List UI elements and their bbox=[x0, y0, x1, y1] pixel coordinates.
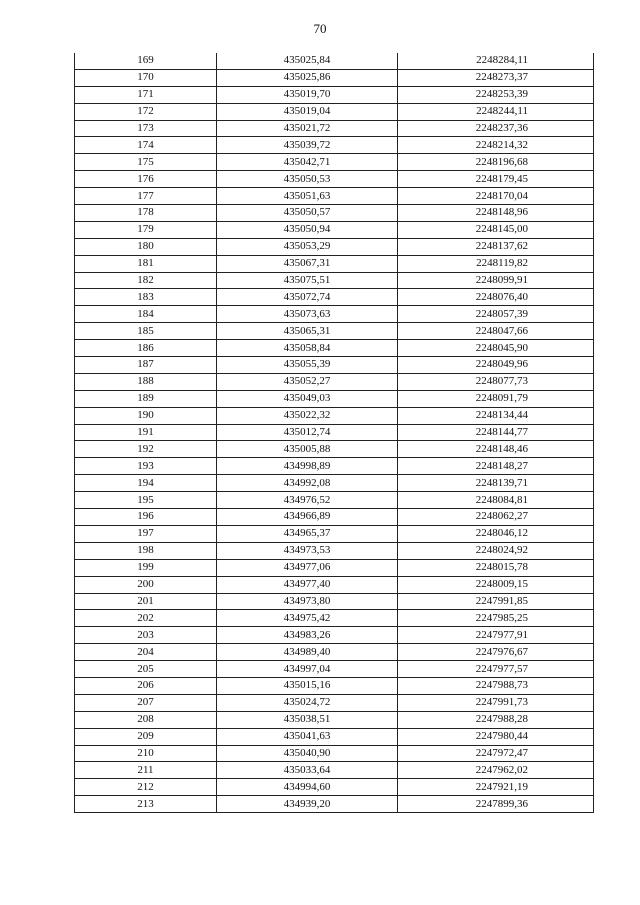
point-number-cell: 175 bbox=[75, 154, 217, 171]
table-row bbox=[75, 238, 594, 255]
x-coordinate-cell: 435053,29 bbox=[217, 238, 398, 255]
point-number-cell: 169 bbox=[75, 53, 217, 69]
y-coordinate-cell: 2248084,81 bbox=[398, 492, 594, 509]
table-row bbox=[75, 289, 594, 306]
x-coordinate-cell: 435049,03 bbox=[217, 390, 398, 407]
table-row bbox=[75, 644, 594, 661]
point-number-cell: 171 bbox=[75, 86, 217, 103]
y-coordinate-cell: 2248045,90 bbox=[398, 340, 594, 357]
point-number-cell: 184 bbox=[75, 306, 217, 323]
y-coordinate-cell: 2248139,71 bbox=[398, 475, 594, 492]
y-coordinate-cell: 2248077,73 bbox=[398, 373, 594, 390]
y-coordinate-cell: 2248196,68 bbox=[398, 154, 594, 171]
x-coordinate-cell: 434973,80 bbox=[217, 593, 398, 610]
table-row bbox=[75, 323, 594, 340]
x-coordinate-cell: 434983,26 bbox=[217, 627, 398, 644]
point-number-cell: 197 bbox=[75, 525, 217, 542]
y-coordinate-cell: 2248046,12 bbox=[398, 525, 594, 542]
y-coordinate-cell: 2248119,82 bbox=[398, 255, 594, 272]
table-row bbox=[75, 728, 594, 745]
table-row bbox=[75, 86, 594, 103]
table-row bbox=[75, 154, 594, 171]
point-number-cell: 210 bbox=[75, 745, 217, 762]
point-number-cell: 189 bbox=[75, 390, 217, 407]
table-row bbox=[75, 796, 594, 813]
point-number-cell: 207 bbox=[75, 694, 217, 711]
x-coordinate-cell: 435039,72 bbox=[217, 137, 398, 154]
point-number-cell: 199 bbox=[75, 559, 217, 576]
point-number-cell: 204 bbox=[75, 644, 217, 661]
table-row bbox=[75, 171, 594, 188]
table-row bbox=[75, 137, 594, 154]
x-coordinate-cell: 435072,74 bbox=[217, 289, 398, 306]
table-row bbox=[75, 525, 594, 542]
x-coordinate-cell: 435055,39 bbox=[217, 357, 398, 374]
point-number-cell: 185 bbox=[75, 323, 217, 340]
point-number-cell: 183 bbox=[75, 289, 217, 306]
y-coordinate-cell: 2248134,44 bbox=[398, 407, 594, 424]
y-coordinate-cell: 2248244,11 bbox=[398, 103, 594, 120]
x-coordinate-cell: 434994,60 bbox=[217, 779, 398, 796]
point-number-cell: 201 bbox=[75, 593, 217, 610]
y-coordinate-cell: 2248170,04 bbox=[398, 188, 594, 205]
x-coordinate-cell: 435022,32 bbox=[217, 407, 398, 424]
y-coordinate-cell: 2248148,27 bbox=[398, 458, 594, 475]
point-number-cell: 180 bbox=[75, 238, 217, 255]
y-coordinate-cell: 2247962,02 bbox=[398, 762, 594, 779]
point-number-cell: 205 bbox=[75, 661, 217, 678]
x-coordinate-cell: 434976,52 bbox=[217, 492, 398, 509]
x-coordinate-cell: 435058,84 bbox=[217, 340, 398, 357]
y-coordinate-cell: 2248284,11 bbox=[398, 53, 594, 69]
point-number-cell: 188 bbox=[75, 373, 217, 390]
x-coordinate-cell: 435033,64 bbox=[217, 762, 398, 779]
point-number-cell: 190 bbox=[75, 407, 217, 424]
y-coordinate-cell: 2247976,67 bbox=[398, 644, 594, 661]
x-coordinate-cell: 435012,74 bbox=[217, 424, 398, 441]
table-row bbox=[75, 745, 594, 762]
table-row bbox=[75, 390, 594, 407]
coordinates-table bbox=[74, 53, 594, 813]
y-coordinate-cell: 2247980,44 bbox=[398, 728, 594, 745]
x-coordinate-cell: 435005,88 bbox=[217, 441, 398, 458]
x-coordinate-cell: 435065,31 bbox=[217, 323, 398, 340]
point-number-cell: 193 bbox=[75, 458, 217, 475]
x-coordinate-cell: 435015,16 bbox=[217, 677, 398, 694]
table-row bbox=[75, 69, 594, 86]
x-coordinate-cell: 435038,51 bbox=[217, 711, 398, 728]
table-row bbox=[75, 627, 594, 644]
table-row bbox=[75, 711, 594, 728]
point-number-cell: 172 bbox=[75, 103, 217, 120]
point-number-cell: 208 bbox=[75, 711, 217, 728]
y-coordinate-cell: 2248049,96 bbox=[398, 357, 594, 374]
point-number-cell: 194 bbox=[75, 475, 217, 492]
x-coordinate-cell: 435073,63 bbox=[217, 306, 398, 323]
x-coordinate-cell: 435050,57 bbox=[217, 205, 398, 222]
y-coordinate-cell: 2247988,73 bbox=[398, 677, 594, 694]
x-coordinate-cell: 435052,27 bbox=[217, 373, 398, 390]
table-row bbox=[75, 272, 594, 289]
point-number-cell: 192 bbox=[75, 441, 217, 458]
point-number-cell: 196 bbox=[75, 509, 217, 526]
x-coordinate-cell: 434977,06 bbox=[217, 559, 398, 576]
table-row bbox=[75, 188, 594, 205]
table-row bbox=[75, 120, 594, 137]
x-coordinate-cell: 435025,84 bbox=[217, 53, 398, 69]
x-coordinate-cell: 435042,71 bbox=[217, 154, 398, 171]
point-number-cell: 182 bbox=[75, 272, 217, 289]
table-row bbox=[75, 458, 594, 475]
table-row bbox=[75, 221, 594, 238]
x-coordinate-cell: 435067,31 bbox=[217, 255, 398, 272]
y-coordinate-cell: 2248145,00 bbox=[398, 221, 594, 238]
y-coordinate-cell: 2248024,92 bbox=[398, 542, 594, 559]
point-number-cell: 209 bbox=[75, 728, 217, 745]
y-coordinate-cell: 2248062,27 bbox=[398, 509, 594, 526]
x-coordinate-cell: 434975,42 bbox=[217, 610, 398, 627]
table-row bbox=[75, 340, 594, 357]
point-number-cell: 211 bbox=[75, 762, 217, 779]
table-row bbox=[75, 610, 594, 627]
table-row bbox=[75, 593, 594, 610]
x-coordinate-cell: 435051,63 bbox=[217, 188, 398, 205]
y-coordinate-cell: 2248009,15 bbox=[398, 576, 594, 593]
point-number-cell: 187 bbox=[75, 357, 217, 374]
table-row bbox=[75, 407, 594, 424]
point-number-cell: 173 bbox=[75, 120, 217, 137]
table-row bbox=[75, 542, 594, 559]
table-row bbox=[75, 357, 594, 374]
point-number-cell: 179 bbox=[75, 221, 217, 238]
table-row bbox=[75, 677, 594, 694]
x-coordinate-cell: 434998,89 bbox=[217, 458, 398, 475]
table-row bbox=[75, 53, 594, 69]
table-row bbox=[75, 661, 594, 678]
y-coordinate-cell: 2247899,36 bbox=[398, 796, 594, 813]
point-number-cell: 170 bbox=[75, 69, 217, 86]
table-row bbox=[75, 779, 594, 796]
x-coordinate-cell: 435050,53 bbox=[217, 171, 398, 188]
table-row bbox=[75, 475, 594, 492]
x-coordinate-cell: 434977,40 bbox=[217, 576, 398, 593]
point-number-cell: 213 bbox=[75, 796, 217, 813]
y-coordinate-cell: 2248099,91 bbox=[398, 272, 594, 289]
x-coordinate-cell: 435075,51 bbox=[217, 272, 398, 289]
y-coordinate-cell: 2248137,62 bbox=[398, 238, 594, 255]
table-row bbox=[75, 205, 594, 222]
y-coordinate-cell: 2248237,36 bbox=[398, 120, 594, 137]
table-row bbox=[75, 694, 594, 711]
y-coordinate-cell: 2248076,40 bbox=[398, 289, 594, 306]
point-number-cell: 181 bbox=[75, 255, 217, 272]
x-coordinate-cell: 435025,86 bbox=[217, 69, 398, 86]
point-number-cell: 176 bbox=[75, 171, 217, 188]
y-coordinate-cell: 2248015,78 bbox=[398, 559, 594, 576]
point-number-cell: 203 bbox=[75, 627, 217, 644]
point-number-cell: 206 bbox=[75, 677, 217, 694]
table-row bbox=[75, 492, 594, 509]
y-coordinate-cell: 2248214,32 bbox=[398, 137, 594, 154]
y-coordinate-cell: 2248057,39 bbox=[398, 306, 594, 323]
table-row bbox=[75, 509, 594, 526]
y-coordinate-cell: 2247921,19 bbox=[398, 779, 594, 796]
x-coordinate-cell: 435024,72 bbox=[217, 694, 398, 711]
x-coordinate-cell: 434939,20 bbox=[217, 796, 398, 813]
point-number-cell: 195 bbox=[75, 492, 217, 509]
x-coordinate-cell: 434973,53 bbox=[217, 542, 398, 559]
y-coordinate-cell: 2247977,57 bbox=[398, 661, 594, 678]
y-coordinate-cell: 2248179,45 bbox=[398, 171, 594, 188]
table-row bbox=[75, 373, 594, 390]
table-row bbox=[75, 762, 594, 779]
table-row bbox=[75, 559, 594, 576]
point-number-cell: 191 bbox=[75, 424, 217, 441]
point-number-cell: 200 bbox=[75, 576, 217, 593]
x-coordinate-cell: 435050,94 bbox=[217, 221, 398, 238]
y-coordinate-cell: 2247991,73 bbox=[398, 694, 594, 711]
point-number-cell: 212 bbox=[75, 779, 217, 796]
x-coordinate-cell: 435021,72 bbox=[217, 120, 398, 137]
y-coordinate-cell: 2247977,91 bbox=[398, 627, 594, 644]
point-number-cell: 174 bbox=[75, 137, 217, 154]
x-coordinate-cell: 435019,04 bbox=[217, 103, 398, 120]
y-coordinate-cell: 2247972,47 bbox=[398, 745, 594, 762]
point-number-cell: 177 bbox=[75, 188, 217, 205]
x-coordinate-cell: 434989,40 bbox=[217, 644, 398, 661]
page-number: 70 bbox=[313, 21, 327, 36]
table-row bbox=[75, 103, 594, 120]
x-coordinate-cell: 435040,90 bbox=[217, 745, 398, 762]
table-row bbox=[75, 441, 594, 458]
y-coordinate-cell: 2247988,28 bbox=[398, 711, 594, 728]
x-coordinate-cell: 434997,04 bbox=[217, 661, 398, 678]
table-row bbox=[75, 306, 594, 323]
x-coordinate-cell: 435019,70 bbox=[217, 86, 398, 103]
y-coordinate-cell: 2248253,39 bbox=[398, 86, 594, 103]
point-number-cell: 186 bbox=[75, 340, 217, 357]
y-coordinate-cell: 2248047,66 bbox=[398, 323, 594, 340]
point-number-cell: 178 bbox=[75, 205, 217, 222]
table-row bbox=[75, 255, 594, 272]
y-coordinate-cell: 2247991,85 bbox=[398, 593, 594, 610]
y-coordinate-cell: 2248148,46 bbox=[398, 441, 594, 458]
point-number-cell: 198 bbox=[75, 542, 217, 559]
x-coordinate-cell: 434965,37 bbox=[217, 525, 398, 542]
y-coordinate-cell: 2248273,37 bbox=[398, 69, 594, 86]
point-number-cell: 202 bbox=[75, 610, 217, 627]
coordinates-table-body bbox=[75, 53, 594, 813]
y-coordinate-cell: 2248091,79 bbox=[398, 390, 594, 407]
table-row bbox=[75, 424, 594, 441]
y-coordinate-cell: 2248148,96 bbox=[398, 205, 594, 222]
y-coordinate-cell: 2248144,77 bbox=[398, 424, 594, 441]
x-coordinate-cell: 434992,08 bbox=[217, 475, 398, 492]
y-coordinate-cell: 2247985,25 bbox=[398, 610, 594, 627]
x-coordinate-cell: 435041,63 bbox=[217, 728, 398, 745]
table-row bbox=[75, 576, 594, 593]
x-coordinate-cell: 434966,89 bbox=[217, 509, 398, 526]
